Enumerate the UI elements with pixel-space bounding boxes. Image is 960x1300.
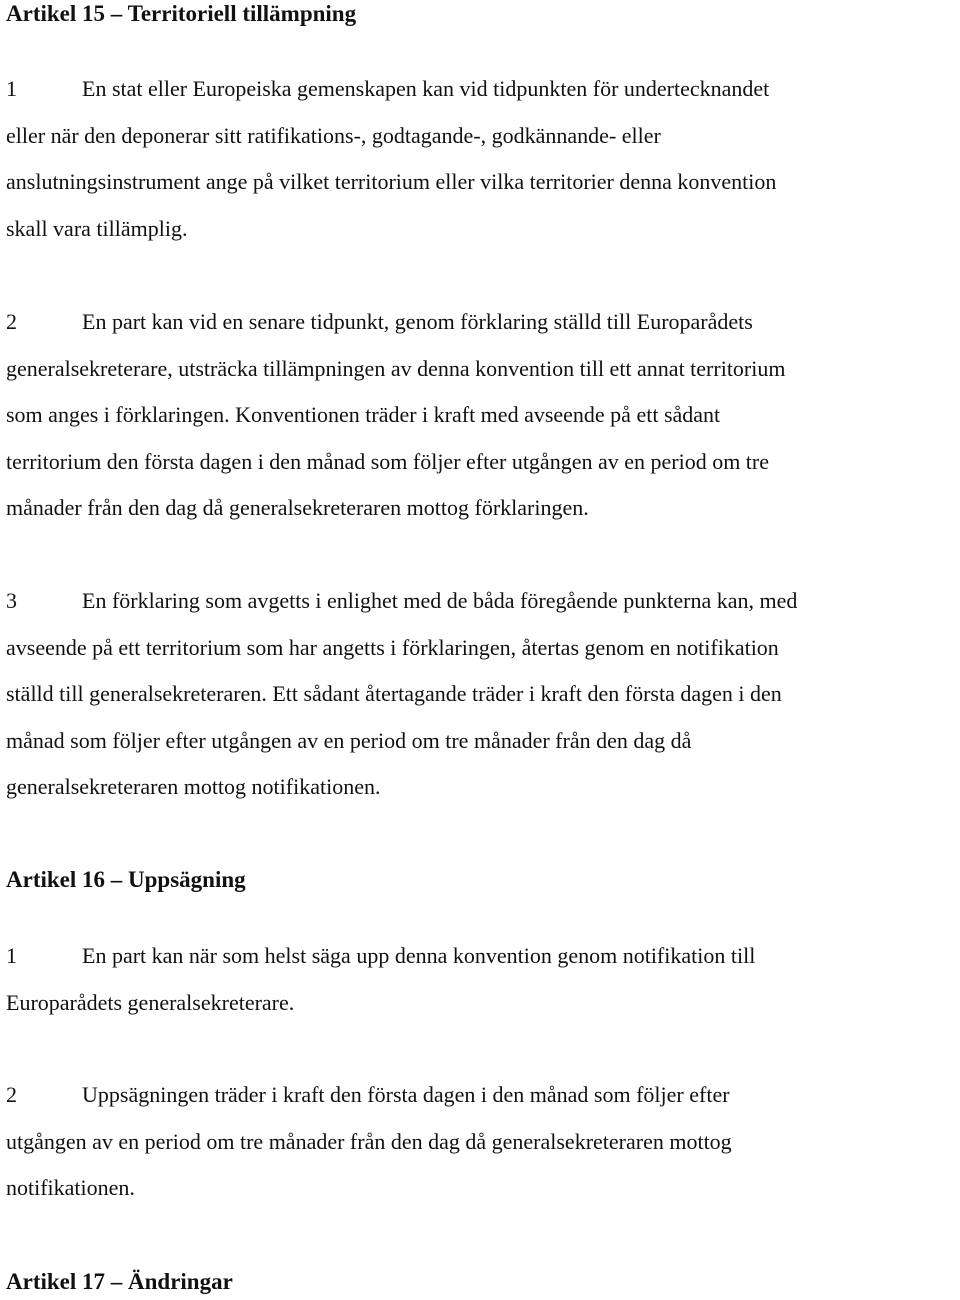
article-15-paragraph-1 xyxy=(6,66,958,252)
paragraph-text: En förklaring som avgetts i enlighet med de båda föregående punkterna kan, med xyxy=(82,588,798,613)
paragraph-line xyxy=(6,933,958,980)
article-15-paragraph-3 xyxy=(6,578,958,811)
paragraph-line: skall vara tillämplig. xyxy=(6,215,188,241)
paragraph-line: territorium den första dagen i den månad som följer efter utgången av en period om tre xyxy=(6,448,770,474)
paragraph-number: 2 xyxy=(6,1082,17,1107)
paragraph-line: avseende på ett territorium som har angetts i förklaringen, återtas genom en notifikation xyxy=(6,634,779,660)
paragraph-line: eller när den deponerar sitt ratifikations-, godtagande-, godkännande- eller xyxy=(6,122,661,148)
paragraph-line: Europarådets generalsekreterare. xyxy=(6,989,295,1015)
article-16-heading: Artikel 16 – Uppsägning xyxy=(6,867,246,892)
paragraph-text: Uppsägningen träder i kraft den första dagen i den månad som följer efter xyxy=(82,1082,730,1107)
paragraph-line: generalsekreterare, utsträcka tillämpningen av denna konvention till ett annat territorium xyxy=(6,355,786,381)
paragraph-text: En stat eller Europeiska gemenskapen kan vid tidpunkten för undertecknandet xyxy=(82,76,770,101)
paragraph-number: 1 xyxy=(6,76,17,101)
paragraph-line xyxy=(6,578,958,625)
paragraph-number: 1 xyxy=(6,943,17,968)
paragraph-line: notifikationen. xyxy=(6,1175,135,1200)
paragraph-text: En part kan när som helst säga upp denna konvention genom notifikation till xyxy=(82,943,756,968)
paragraph-text: En part kan vid en senare tidpunkt, genom förklaring ställd till Europarådets xyxy=(82,309,753,334)
paragraph-line: ställd till generalsekreteraren. Ett sådant återtagande träder i kraft den första dagen i den xyxy=(6,681,782,706)
paragraph-line xyxy=(6,1072,958,1119)
paragraph-line: månad som följer efter utgången av en period om tre månader från den dag då xyxy=(6,727,692,753)
article-17-heading: Artikel 17 – Ändringar xyxy=(6,1269,233,1294)
paragraph-line: som anges i förklaringen. Konventionen träder i kraft med avseende på ett sådant xyxy=(6,402,721,427)
paragraph-line xyxy=(6,299,958,346)
paragraph-number: 3 xyxy=(6,588,17,613)
article-16-paragraph-2 xyxy=(6,1072,958,1212)
paragraph-line: generalsekreteraren mottog notifikationen. xyxy=(6,774,381,799)
paragraph-line: utgången av en period om tre månader från den dag då generalsekreteraren mottog xyxy=(6,1128,732,1154)
paragraph-line: månader från den dag då generalsekreteraren mottog förklaringen. xyxy=(6,495,589,520)
article-15-heading: Artikel 15 – Territoriell tillämpning xyxy=(6,1,357,26)
paragraph-line: anslutningsinstrument ange på vilket territorium eller vilka territorier denna konvention xyxy=(6,169,777,194)
article-15-paragraph-2 xyxy=(6,299,958,532)
paragraph-number: 2 xyxy=(6,309,17,334)
article-16-paragraph-1 xyxy=(6,933,958,1026)
paragraph-line xyxy=(6,66,958,113)
